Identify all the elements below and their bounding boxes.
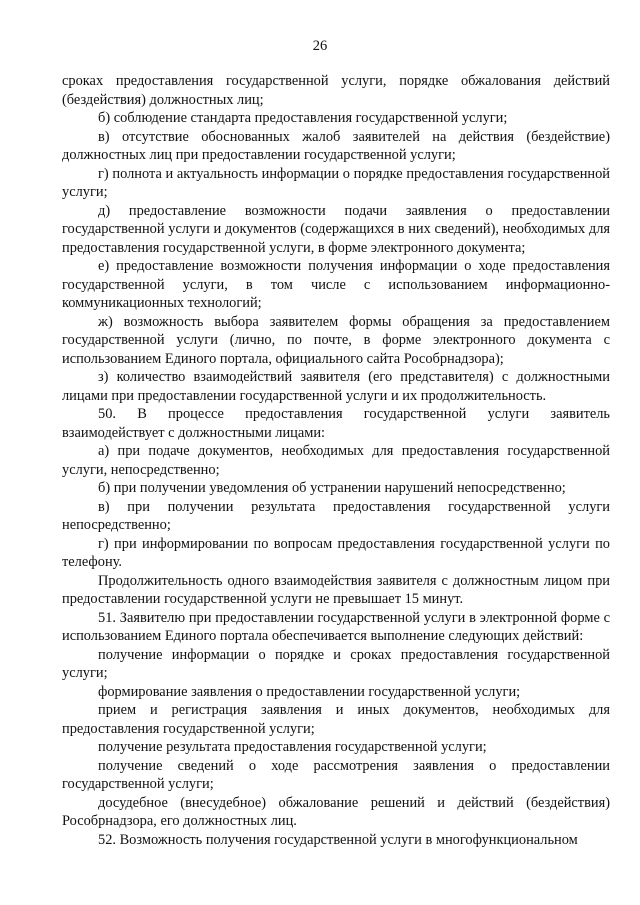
paragraph: в) отсутствие обоснованных жалоб заявителей на действия (бездействие) должностных лиц при предоставлении государственной услуги;: [62, 128, 610, 163]
paragraph: в) при получении результата предоставления государственной услуги непосредственно;: [62, 498, 610, 533]
paragraph: сроках предоставления государственной услуги, порядке обжалования действий (бездействия) должностных лиц;: [62, 73, 610, 108]
paragraph: 52. Возможность получения государственной услуги в многофункциональном: [98, 831, 578, 848]
paragraph: досудебное (внесудебное) обжалование решений и действий (бездействия) Рособрнадзора, его должностных лиц.: [62, 794, 610, 829]
paragraph: Продолжительность одного взаимодействия заявителя с должностным лицом при предоставлении государственной услуги не превышает 15 минут.: [62, 572, 610, 607]
paragraph: 51. Заявителю при предоставлении государственной услуги в электронной форме с использованием Единого портала обеспечивается выполнение следующих действий:: [62, 609, 610, 644]
page-number: 26: [312, 38, 328, 54]
paragraph: получение сведений о ходе рассмотрения заявления о предоставлении государственной услуги;: [62, 757, 610, 792]
page-body: [62, 72, 610, 849]
paragraph: г) при информировании по вопросам предоставления государственной услуги по телефону.: [62, 535, 610, 570]
paragraph: б) соблюдение стандарта предоставления государственной услуги;: [98, 110, 508, 126]
paragraph: а) при подаче документов, необходимых для предоставления государственной услуги, непосредственно;: [62, 443, 610, 478]
paragraph: 50. В процессе предоставления государственной услуги заявитель взаимодействует с должностными лицами:: [62, 406, 610, 441]
paragraph: д) предоставление возможности подачи заявления о предоставлении государственной услуги и документов (содержащихся в них сведений), необходимых для предоставления государственной услуги, в форме электронного документа;: [62, 202, 610, 256]
paragraph: ж) возможность выбора заявителем формы обращения за предоставлением государственной услуги (лично, по почте, в форме электронного документа с использованием Единого портала, официального сайта Рособрнадзора);: [62, 313, 610, 367]
paragraph: получение результата предоставления государственной услуги;: [98, 739, 487, 755]
paragraph: е) предоставление возможности получения информации о ходе предоставления государственной услуги, в том числе с использованием информационно-коммуникационных технологий;: [62, 258, 610, 311]
paragraph: г) полнота и актуальность информации о порядке предоставления государственной услуги;: [62, 165, 610, 200]
paragraph: получение информации о порядке и сроках предоставления государственной услуги;: [62, 646, 610, 681]
paragraph: б) при получении уведомления об устранении нарушений непосредственно;: [98, 480, 566, 496]
paragraph: прием и регистрация заявления и иных документов, необходимых для предоставления государственной услуги;: [62, 702, 610, 737]
paragraph: формирование заявления о предоставлении государственной услуги;: [98, 683, 521, 700]
paragraph: з) количество взаимодействий заявителя (его представителя) с должностными лицами при предоставлении государственной услуги и их продолжительность.: [62, 369, 610, 404]
